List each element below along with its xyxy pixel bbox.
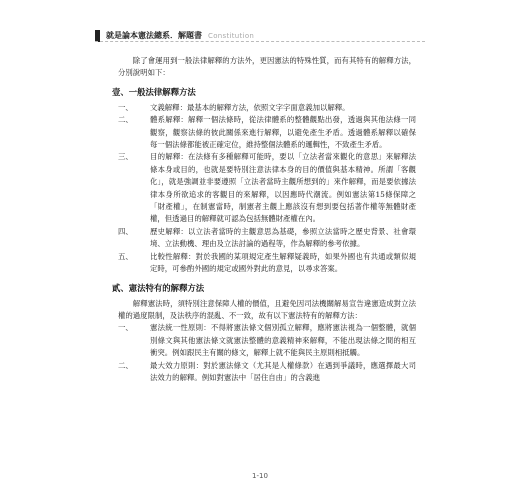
item-text: 目的解釋：在法條有多種解釋可能時，要以「立法者當來觀化的意思」來解釋法條本身或目的，也就是要特別注意法律本身的目的價值與基本精神。所謂「客觀化」，就是強調並非要遵照「立法者當時主觀所想到的」來作解釋，而是要依據法律本身所欲追求的客觀目的來解釋，以因應時代潮流。例如憲法第15條保障之「財產權」，在制憲當時，制憲者主觀上應該沒有想到要包括著作權等無體財產權，但透過目的解釋就可認為包括無體財產權在內。 (150, 152, 416, 224)
item-number: 三、 (118, 152, 133, 162)
header-tab-mark (95, 30, 100, 42)
item-text: 比較性解釋：對於我國的某項規定產生解釋疑義時，如果外國也有共通或類似規定時，可參酌外國的規定或國外對此的意見，以尋求答案。 (150, 251, 416, 274)
body-content (112, 55, 416, 384)
list-item (118, 114, 416, 151)
section-general-methods (112, 86, 416, 276)
item-text: 最大效力原則：對於憲法條文（尤其是人權條款）在遇到爭議時，應選擇最大司法效力的解釋。例如對憲法中「居住自由」的含義進 (150, 360, 416, 382)
item-number: 四、 (118, 226, 133, 236)
item-text: 憲法統一性原則：不得將憲法條文個別孤立解釋，應將憲法視為一個整體，就個別條文與其他憲法條文就憲法整體的意義精神來解釋，不能出現法條之間的相互衝突。例如跟民主有關的條文，解釋上就不能與民主原則相抵觸。 (150, 323, 416, 358)
section-title: 壹、一般法律解釋方法 (112, 86, 196, 97)
list-item (118, 226, 416, 251)
section-lead-paragraph: 解釋憲法時，須特別注意保障人權的價值，且避免因司法機關解易宣告違憲造成對立法權的過度限制，及法秩序的混亂、不一致，故有以下憲法特有的解釋方法： (118, 298, 416, 320)
item-number: 一、 (118, 323, 133, 333)
header-divider (95, 41, 425, 42)
section-title: 貳、憲法特有的解釋方法 (112, 282, 205, 293)
intro-paragraph: 除了會運用到一般法律解釋的方法外，更因憲法的特殊性質，而有其特有的解釋方法，分別說明如下： (118, 56, 416, 78)
header-subtitle: Constitution (208, 31, 255, 40)
item-text: 體系解釋：解釋一個法條時，從法律體系的整體觀點出發，透過與其他法條一同觀察，觀察法條的彼此關係來進行解釋，以避免產生矛盾。透過體系解釋以確保每一個法條都能被正確定位，維持整個法體系的邏輯性，不致產生矛盾。 (150, 115, 416, 150)
list-item (118, 360, 416, 385)
item-text: 歷史解釋：以立法者當時的主觀意思為基礎，參照立法當時之歷史背景、社會環境、立法動機、理由及立法討論的過程等，作為解釋的參考依據。 (150, 226, 416, 249)
item-number: 一、 (118, 102, 133, 112)
list-item (118, 251, 416, 276)
header-title: 就是論本憲法總系．解題書 (106, 31, 202, 40)
list-item (118, 322, 416, 359)
running-header (95, 30, 425, 41)
item-number: 二、 (118, 360, 133, 370)
list-item (118, 151, 416, 225)
section-constitution-methods (112, 282, 416, 385)
item-number: 二、 (118, 115, 133, 125)
page-number: 1-10 (252, 472, 268, 480)
list-item (118, 102, 416, 114)
item-number: 五、 (118, 251, 133, 261)
item-text: 文義解釋：最基本的解釋方法，依照文字字面意義加以解釋。 (150, 102, 350, 112)
